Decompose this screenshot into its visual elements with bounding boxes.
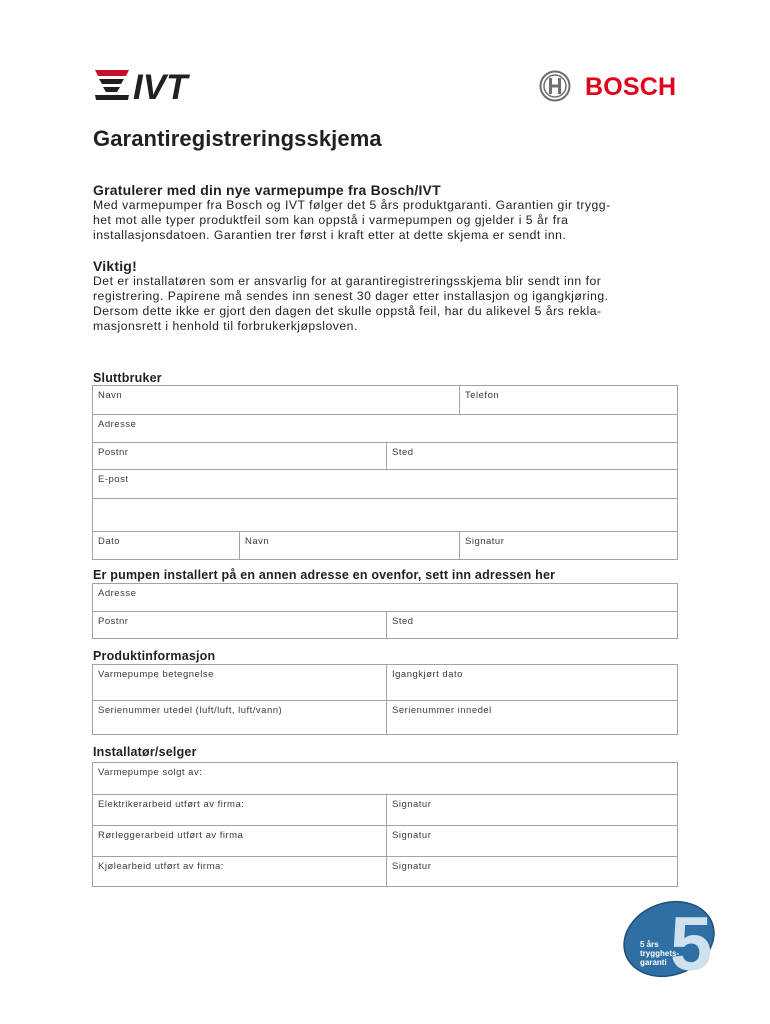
field-label: Telefon (465, 390, 500, 401)
field-label: Elektrikerarbeid utført av firma: (98, 799, 245, 810)
field-label: E-post (98, 474, 129, 485)
elektriker-field[interactable] (93, 795, 386, 825)
telefon-field[interactable] (459, 386, 679, 414)
field-label: Adresse (98, 419, 137, 430)
alt-sted-field[interactable] (386, 612, 679, 638)
field-label: Serienummer innedel (392, 705, 492, 716)
field-label: Navn (98, 390, 123, 401)
form-row (93, 856, 677, 886)
form-row (93, 763, 677, 794)
field-label: Sted (392, 616, 414, 627)
form-sluttbruker (92, 385, 678, 560)
signatur-field[interactable] (459, 532, 679, 559)
navn-signature-field[interactable] (239, 532, 459, 559)
form-row (93, 414, 677, 442)
form-row (93, 584, 677, 611)
form-annen-adresse (92, 583, 678, 639)
field-label: Signatur (465, 536, 505, 547)
form-row (93, 700, 677, 734)
form-row (93, 469, 677, 498)
intro-line: Med varmepumper fra Bosch og IVT følger det 5 års produktgaranti. Garantien gir trygg- (93, 198, 611, 212)
kjole-signatur-field[interactable] (386, 857, 679, 886)
form-installator (92, 762, 678, 887)
ivt-logo (93, 68, 213, 102)
section-title-sluttbruker: Sluttbruker (93, 371, 162, 385)
alt-adresse-field[interactable] (93, 584, 679, 611)
intro-line: het mot alle typer produktfeil som kan oppstå i varmepumpen og gjelder i 5 år fra (93, 213, 569, 227)
betegnelse-field[interactable] (93, 665, 386, 700)
rorlegger-field[interactable] (93, 826, 386, 856)
field-label: Varmepumpe betegnelse (98, 669, 214, 680)
intro-heading: Gratulerer med din nye varmepumpe fra Bosch/IVT (93, 182, 441, 198)
intro-body (93, 198, 678, 243)
field-label: Rørleggerarbeid utført av firma (98, 830, 244, 841)
form-row (93, 531, 677, 559)
form-row (93, 665, 677, 700)
field-label: Kjølearbeid utført av firma: (98, 861, 224, 872)
viktig-body (93, 274, 678, 334)
field-label: Signatur (392, 861, 432, 872)
alt-postnr-field[interactable] (93, 612, 386, 638)
viktig-line: registrering. Papirene må sendes inn senest 30 dager etter installasjon og igangkjøring. (93, 289, 609, 303)
dato-field[interactable] (93, 532, 239, 559)
badge-number: 5 (670, 902, 713, 980)
form-row (93, 611, 677, 638)
field-label: Postnr (98, 616, 129, 627)
intro-line: installasjonsdatoen. Garantien trer først i kraft etter at dette skjema er sendt inn. (93, 228, 567, 242)
form-row (93, 442, 677, 469)
guarantee-badge (620, 898, 724, 980)
badge-line: trygghets- (640, 949, 680, 958)
epost-field[interactable] (93, 470, 679, 498)
field-label: Igangkjørt dato (392, 669, 463, 680)
solgt-av-field[interactable] (93, 763, 679, 794)
blank-field[interactable] (93, 499, 679, 531)
field-label: Signatur (392, 830, 432, 841)
section-title-annen-adresse: Er pumpen installert på en annen adresse en ovenfor, sett inn adressen her (93, 568, 556, 582)
viktig-line: masjonsrett i henhold til forbrukerkjøpsloven. (93, 319, 358, 333)
navn-field[interactable] (93, 386, 459, 414)
field-label: Signatur (392, 799, 432, 810)
form-produkt (92, 664, 678, 735)
field-label: Sted (392, 447, 414, 458)
field-label: Navn (245, 536, 270, 547)
serie-inne-field[interactable] (386, 701, 679, 734)
viktig-line: Dersom dette ikke er gjort den dagen det skulle oppstå feil, har du alikevel 5 års rekla- (93, 304, 602, 318)
sted-field[interactable] (386, 443, 679, 469)
viktig-line: Det er installatøren som er ansvarlig for at garantiregistreringsskjema blir sendt inn for (93, 274, 602, 288)
field-label: Postnr (98, 447, 129, 458)
page-title: Garantiregistreringsskjema (93, 126, 382, 151)
kjole-field[interactable] (93, 857, 386, 886)
section-title-installator: Installatør/selger (93, 745, 197, 759)
badge-line: garanti (640, 958, 667, 967)
elektriker-signatur-field[interactable] (386, 795, 679, 825)
bosch-logo-text: BOSCH (585, 73, 677, 101)
igangkjort-field[interactable] (386, 665, 679, 700)
field-label: Adresse (98, 588, 137, 599)
field-label: Serienummer utedel (luft/luft, luft/vann) (98, 705, 283, 716)
form-row (93, 386, 677, 414)
form-row (93, 825, 677, 856)
badge-text (640, 940, 686, 967)
badge-line: 5 års (640, 940, 659, 949)
postnr-field[interactable] (93, 443, 386, 469)
field-label: Dato (98, 536, 121, 547)
ivt-logo-text: IVT (133, 68, 188, 102)
section-title-produkt: Produktinformasjon (93, 649, 216, 663)
rorlegger-signatur-field[interactable] (386, 826, 679, 856)
form-row (93, 794, 677, 825)
form-row-blank (93, 498, 677, 531)
adresse-field[interactable] (93, 415, 679, 442)
field-label: Varmepumpe solgt av: (98, 767, 203, 778)
serie-ute-field[interactable] (93, 701, 386, 734)
viktig-heading: Viktig! (93, 258, 137, 274)
